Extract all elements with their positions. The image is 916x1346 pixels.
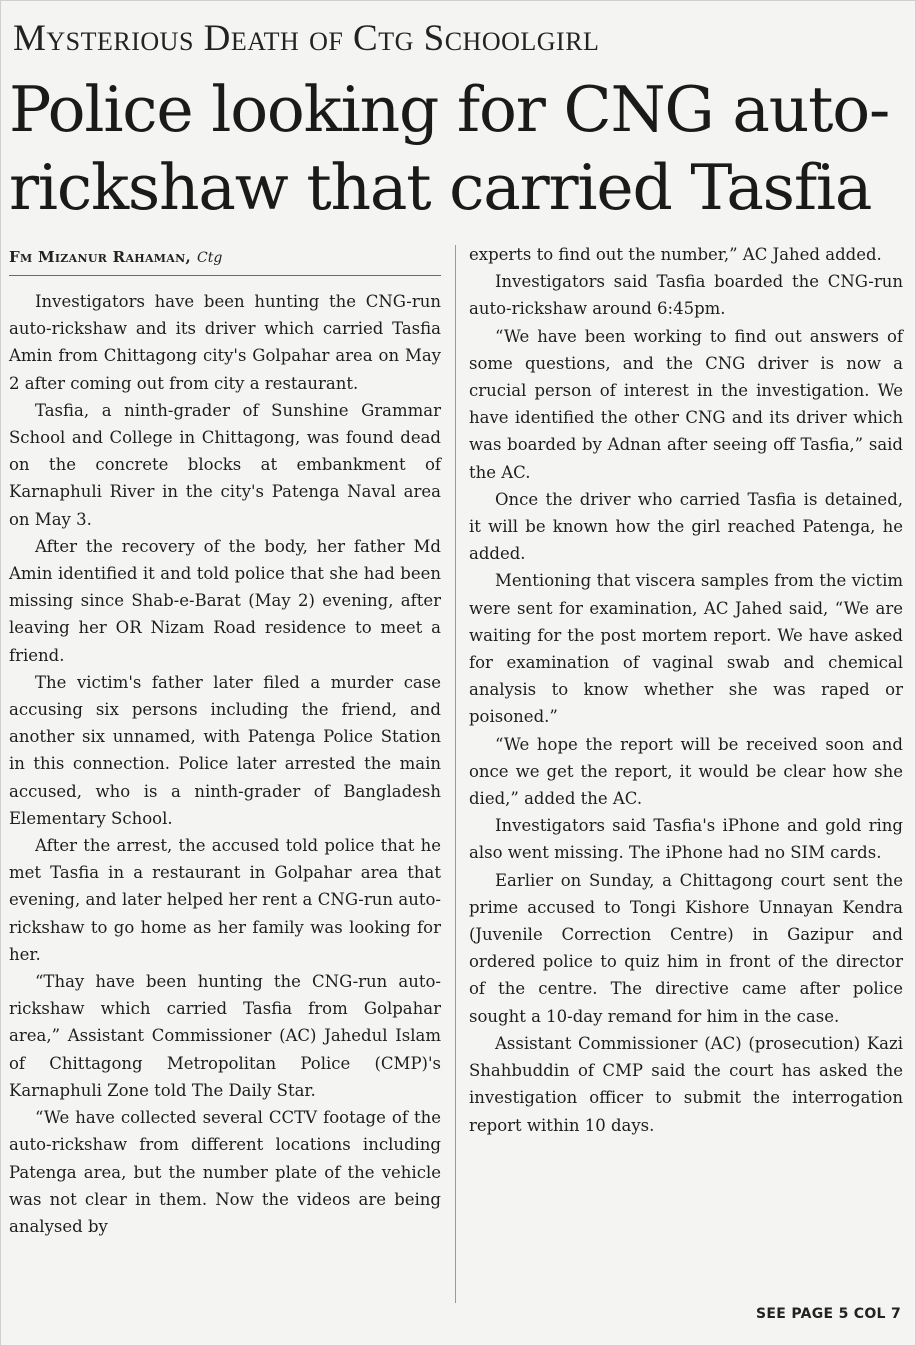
paragraph: Mentioning that viscera samples from the victim were sent for examination, AC Jahed said, “We are waiting for the post mortem report. We have asked for examination of vaginal swab and chemical analysis to know whether she was raped or poisoned.” [469,571,903,727]
byline-author: Fm Mizanur Rahaman, [9,248,191,266]
jump-line: SEE PAGE 5 COL 7 [756,1306,901,1322]
paragraph: “We hope the report will be received soon and once we get the report, it would be clear how she died,” added the AC. [469,734,903,809]
paragraph: “We have collected several CCTV footage of the auto-rickshaw from different locations including Patenga area, but the number plate of the vehicle was not clear in them. Now the videos are being analysed by [9,1108,441,1236]
paragraph-continued: experts to find out the number,” AC Jahed added. [469,245,882,264]
paragraph: Earlier on Sunday, a Chittagong court sent the prime accused to Tongi Kishore Unnayan Kendra (Juvenile Correction Centre) in Gazipur and ordered police to quiz him in front of the director of the centre. The directive came after police sought a 10-day remand for him in the case. [469,870,903,1026]
byline-divider [9,275,441,276]
paragraph: “Thay have been hunting the CNG-run auto-rickshaw which carried Tasfia from Golpahar area,” Assistant Commissioner (AC) Jahedul Islam of Chittagong Metropolitan Police (CMP)'s Karnaphuli Zone told The Daily Star. [9,972,441,1100]
paragraph: Investigators have been hunting the CNG-run auto-rickshaw and its driver which carried Tasfia Amin from Chittagong city's Golpahar area on May 2 after coming out from city a restaurant. [9,292,441,393]
paragraph: Once the driver who carried Tasfia is detained, it will be known how the girl reached Patenga, he added. [469,489,903,564]
byline-location: Ctg [197,250,223,266]
paragraph: The victim's father later filed a murder case accusing six persons including the friend, and another six unnamed, with Patenga Police Station in this connection. Police later arrested the main accused, who is a ninth-grader of Bangladesh Elementary School. [9,672,441,828]
headline [9,71,909,227]
paragraph: Investigators said Tasfia boarded the CNG-run auto-rickshaw around 6:45pm. [469,272,903,319]
byline [9,245,441,270]
paragraph: Tasfia, a ninth-grader of Sunshine Grammar School and College in Chittagong, was found dead on the concrete blocks at embankment of Karnaphuli River in the city's Patenga Naval area on May 3. [9,400,441,529]
paragraph: After the arrest, the accused told police that he met Tasfia in a restaurant in Golpahar area that evening, and later helped her rent a CNG-run auto-rickshaw to go home as her family was looking for her. [9,836,441,964]
column-divider [455,245,456,1303]
paragraph: “We have been working to find out answers of some questions, and the CNG driver is now a crucial person of interest in the investigation. We have identified the other CNG and its driver which was boarded by Adnan after seeing off Tasfia,” said the AC. [469,326,903,482]
headline-line-2: rickshaw that carried Tasfia [9,151,872,224]
article-column-right [469,241,903,1139]
paragraph: After the recovery of the body, her father Md Amin identified it and told police that she had been missing since Shab-e-Barat (May 2) evening, after leaving her OR Nizam Road residence to meet a friend. [9,536,441,665]
paragraph: Investigators said Tasfia's iPhone and gold ring also went missing. The iPhone had no SIM cards. [469,816,903,863]
article-column-left [9,288,441,1240]
kicker-heading: Mysterious Death of Ctg Schoolgirl [13,18,600,59]
paragraph: Assistant Commissioner (AC) (prosecution) Kazi Shahbuddin of CMP said the court has asked the investigation officer to submit the interrogation report within 10 days. [469,1033,903,1135]
headline-line-1: Police looking for CNG auto- [9,73,890,146]
